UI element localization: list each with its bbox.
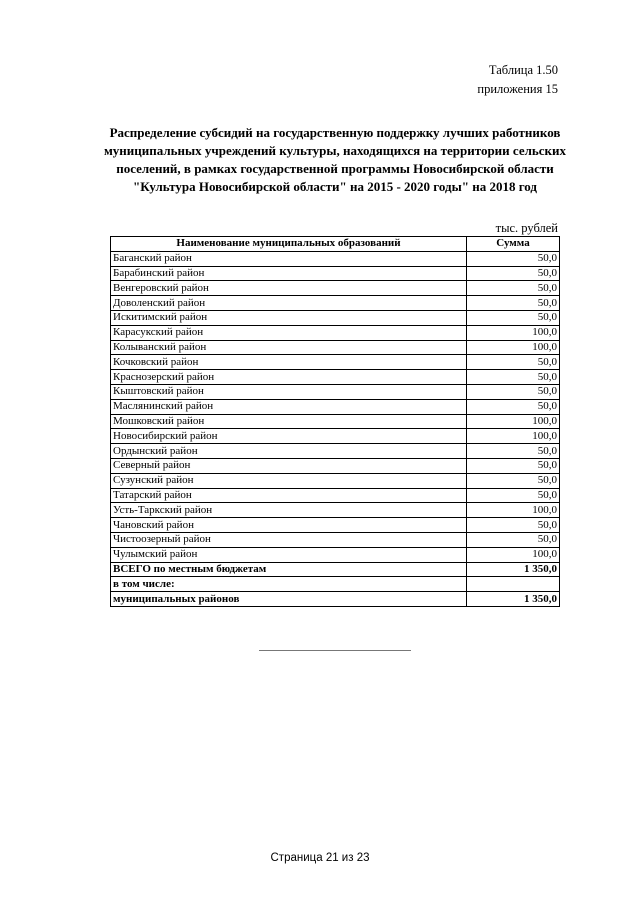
table-row xyxy=(111,281,560,296)
district-name: Мошковский район xyxy=(111,414,467,429)
district-name: Чановский район xyxy=(111,518,467,533)
district-name: Искитимский район xyxy=(111,310,467,325)
total-label: ВСЕГО по местным бюджетам xyxy=(111,562,467,577)
separator-line xyxy=(259,650,411,651)
district-name: Чулымский район xyxy=(111,547,467,562)
district-name: Усть-Таркский район xyxy=(111,503,467,518)
district-name: Венгеровский район xyxy=(111,281,467,296)
district-name: Чистоозерный район xyxy=(111,532,467,547)
page-number: Страница 21 из 23 xyxy=(270,852,370,864)
including-row xyxy=(111,577,560,592)
district-name: Новосибирский район xyxy=(111,429,467,444)
municipal-amount: 1 350,0 xyxy=(467,592,560,607)
district-name: Ордынский район xyxy=(111,444,467,459)
district-amount: 50,0 xyxy=(467,296,560,311)
table-row xyxy=(111,251,560,266)
table-reference xyxy=(477,61,558,99)
table-row xyxy=(111,532,560,547)
district-amount: 50,0 xyxy=(467,458,560,473)
district-amount: 50,0 xyxy=(467,251,560,266)
district-amount: 50,0 xyxy=(467,488,560,503)
district-name: Кочковский район xyxy=(111,355,467,370)
subsidies-table xyxy=(110,236,560,607)
district-amount: 50,0 xyxy=(467,355,560,370)
district-amount: 50,0 xyxy=(467,370,560,385)
table-body xyxy=(111,251,560,562)
table-row xyxy=(111,384,560,399)
table-row xyxy=(111,444,560,459)
table-row xyxy=(111,399,560,414)
district-amount: 50,0 xyxy=(467,281,560,296)
district-amount: 50,0 xyxy=(467,310,560,325)
district-amount: 100,0 xyxy=(467,340,560,355)
district-name: Краснозерский район xyxy=(111,370,467,385)
district-amount: 100,0 xyxy=(467,429,560,444)
appendix-number: приложения 15 xyxy=(477,82,558,96)
total-row xyxy=(111,562,560,577)
municipal-row xyxy=(111,592,560,607)
table-row xyxy=(111,325,560,340)
district-amount: 50,0 xyxy=(467,266,560,281)
total-amount: 1 350,0 xyxy=(467,562,560,577)
district-name: Сузунский район xyxy=(111,473,467,488)
table-row xyxy=(111,340,560,355)
column-header-amount: Сумма xyxy=(467,237,560,252)
table-row xyxy=(111,458,560,473)
district-amount: 50,0 xyxy=(467,384,560,399)
district-name: Барабинский район xyxy=(111,266,467,281)
district-amount: 50,0 xyxy=(467,399,560,414)
district-amount: 100,0 xyxy=(467,503,560,518)
table-row xyxy=(111,370,560,385)
table-row xyxy=(111,503,560,518)
district-amount: 50,0 xyxy=(467,532,560,547)
document-title: Распределение субсидий на государственную поддержку лучших работников муниципальных учреждений культуры, находящихся на территории сельских поселений, в рамках государственной программы Новосибирской области "Культура Новосибирской области" на 2015 - 2020 годы" на 2018 год xyxy=(103,125,567,194)
district-amount: 100,0 xyxy=(467,547,560,562)
table-row xyxy=(111,266,560,281)
district-amount: 50,0 xyxy=(467,518,560,533)
district-amount: 100,0 xyxy=(467,414,560,429)
including-amount xyxy=(467,577,560,592)
district-name: Северный район xyxy=(111,458,467,473)
district-name: Доволенский район xyxy=(111,296,467,311)
unit-label: тыс. рублей xyxy=(495,221,558,235)
district-amount: 50,0 xyxy=(467,473,560,488)
table-row xyxy=(111,355,560,370)
table-header-row xyxy=(111,237,560,252)
table-row xyxy=(111,296,560,311)
district-name: Татарский район xyxy=(111,488,467,503)
district-name: Колыванский район xyxy=(111,340,467,355)
table-row xyxy=(111,547,560,562)
table-row xyxy=(111,310,560,325)
district-name: Маслянинский район xyxy=(111,399,467,414)
district-amount: 100,0 xyxy=(467,325,560,340)
district-name: Кыштовский район xyxy=(111,384,467,399)
district-name: Карасукский район xyxy=(111,325,467,340)
including-label: в том числе: xyxy=(111,577,467,592)
table-row xyxy=(111,518,560,533)
district-name: Баганский район xyxy=(111,251,467,266)
table-number: Таблица 1.50 xyxy=(488,63,558,77)
column-header-name: Наименование муниципальных образований xyxy=(111,237,467,252)
municipal-label: муниципальных районов xyxy=(111,592,467,607)
table-row xyxy=(111,473,560,488)
table-row xyxy=(111,429,560,444)
table-row xyxy=(111,414,560,429)
district-amount: 50,0 xyxy=(467,444,560,459)
table-row xyxy=(111,488,560,503)
